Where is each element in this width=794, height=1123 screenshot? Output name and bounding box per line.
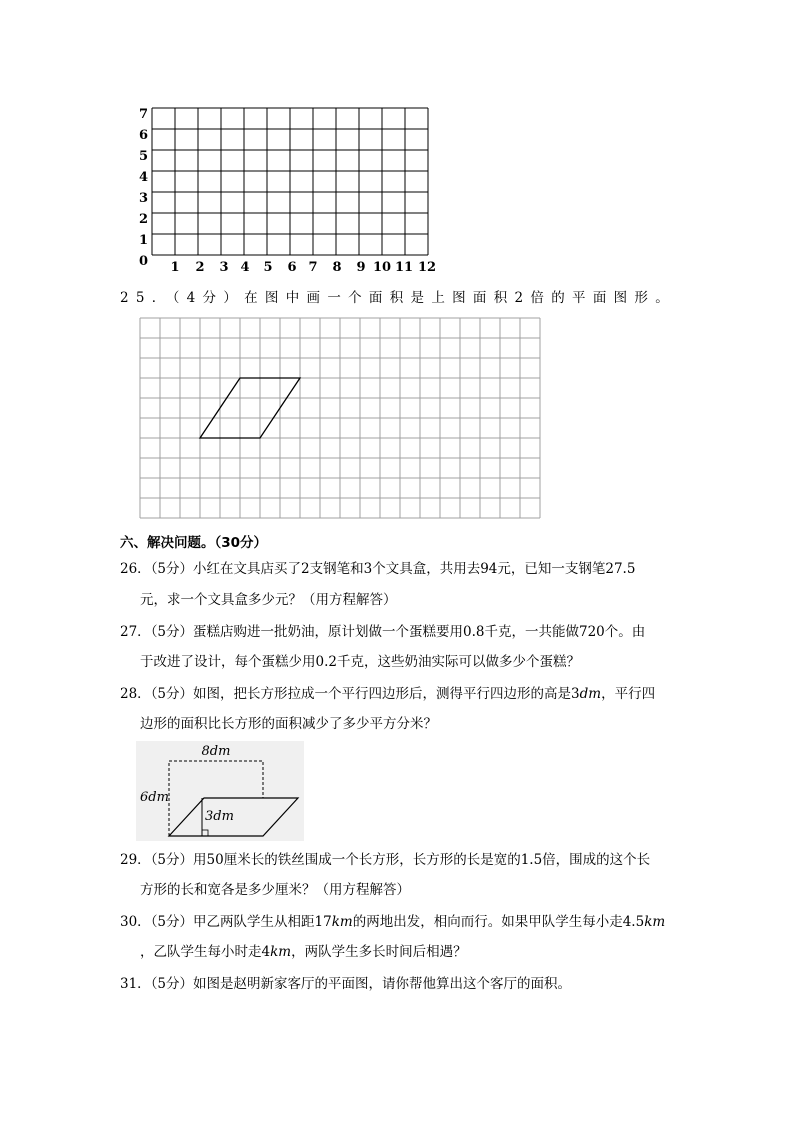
x-label-6: 6	[287, 260, 297, 275]
y-label-5: 5	[139, 149, 149, 164]
unit-km: km	[331, 914, 353, 930]
question-30	[120, 916, 665, 930]
question-text-line1: （5分）小红在文具店买了2支钢笔和3个文具盒，共用去94元，已知一支钢笔27.5	[150, 561, 636, 577]
x-label-11: 11	[394, 260, 414, 275]
x-label-1: 1	[170, 260, 180, 275]
question-text: （4分）在图中画一个面积是上图面积2倍的平面图形。	[172, 290, 677, 306]
x-label-4: 4	[240, 260, 250, 275]
question-28	[120, 688, 655, 702]
question-29-line2: 方形的长和宽各是多少厘米？（用方程解答）	[140, 882, 410, 898]
label-8dm: 8dm	[201, 744, 231, 759]
parallelogram-grid-lines	[140, 318, 540, 518]
question-number: 28．	[120, 686, 151, 702]
parallelogram-grid	[138, 317, 542, 521]
question-number: 27．	[120, 624, 151, 640]
question-number: 25．	[120, 290, 173, 306]
question-number: 30．	[120, 914, 151, 930]
question-26-line2: 元，求一个文具盒多少元？（用方程解答）	[140, 592, 397, 608]
question-text-line1a: （5分）甲乙两队学生从相距17	[150, 914, 332, 930]
question-text-line1b: ，平行四	[601, 686, 656, 702]
coordinate-grid-x-labels	[170, 260, 436, 275]
question-27-line2: 于改进了设计，每个蛋糕少用0.2千克，这些奶油实际可以做多少个蛋糕？	[140, 654, 580, 670]
question-text-line1: （5分）用50厘米长的铁丝围成一个长方形，长方形的长是宽的1.5倍，围成的这个长	[150, 852, 651, 868]
question-text-line1: （5分）蛋糕店购进一批奶油，原计划做一个蛋糕要用0.8千克，一共能做720个。由	[150, 624, 646, 640]
coordinate-grid	[130, 100, 440, 275]
x-label-2: 2	[195, 260, 205, 275]
question-26	[120, 563, 635, 577]
unit-km: km	[270, 944, 292, 960]
y-label-1: 1	[139, 233, 149, 248]
x-label-10: 10	[372, 260, 392, 275]
y-label-4: 4	[139, 170, 149, 185]
parallelogram-shape	[200, 378, 300, 438]
question-number: 26．	[120, 561, 151, 577]
unit-km: km	[644, 914, 666, 930]
question-number: 29．	[120, 852, 151, 868]
question-text-line1: （5分）如图是赵明新家客厅的平面图，请你帮他算出这个客厅的面积。	[150, 976, 572, 992]
y-label-7: 7	[139, 107, 149, 122]
y-label-0: 0	[139, 254, 149, 269]
y-label-6: 6	[139, 128, 149, 143]
x-label-9: 9	[356, 260, 366, 275]
question-28-line2: 边形的面积比长方形的面积减少了多少平方分米？	[140, 716, 437, 732]
question-text-line1a: （5分）如图，把长方形拉成一个平行四边形后，测得平行四边形的高是3	[150, 686, 580, 702]
question-30-line2	[140, 946, 467, 960]
x-label-8: 8	[332, 260, 342, 275]
x-label-5: 5	[263, 260, 273, 275]
y-label-2: 2	[139, 212, 149, 227]
question-29	[120, 854, 650, 868]
question-25	[120, 292, 676, 306]
unit-dm: dm	[579, 686, 602, 702]
x-label-7: 7	[308, 260, 318, 275]
x-label-12: 12	[417, 260, 437, 275]
section-heading-6: 六、解决问题。（30分）	[120, 535, 268, 551]
question-text-line2b: ，两队学生多长时间后相遇？	[291, 944, 467, 960]
coordinate-grid-lines	[152, 108, 428, 255]
x-label-3: 3	[219, 260, 229, 275]
question-31	[120, 978, 571, 992]
coordinate-grid-y-labels	[139, 107, 148, 269]
question-text-line2a: ，乙队学生每小时走4	[140, 944, 271, 960]
question-text-line1b: 的两地出发，相向而行。如果甲队学生每小走4.5	[352, 914, 645, 930]
question-27	[120, 626, 645, 640]
question-number: 31．	[120, 976, 151, 992]
y-label-3: 3	[139, 191, 149, 206]
rectangle-parallelogram-figure	[136, 741, 304, 841]
label-6dm: 6dm	[140, 790, 169, 805]
label-3dm: 3dm	[205, 809, 234, 824]
